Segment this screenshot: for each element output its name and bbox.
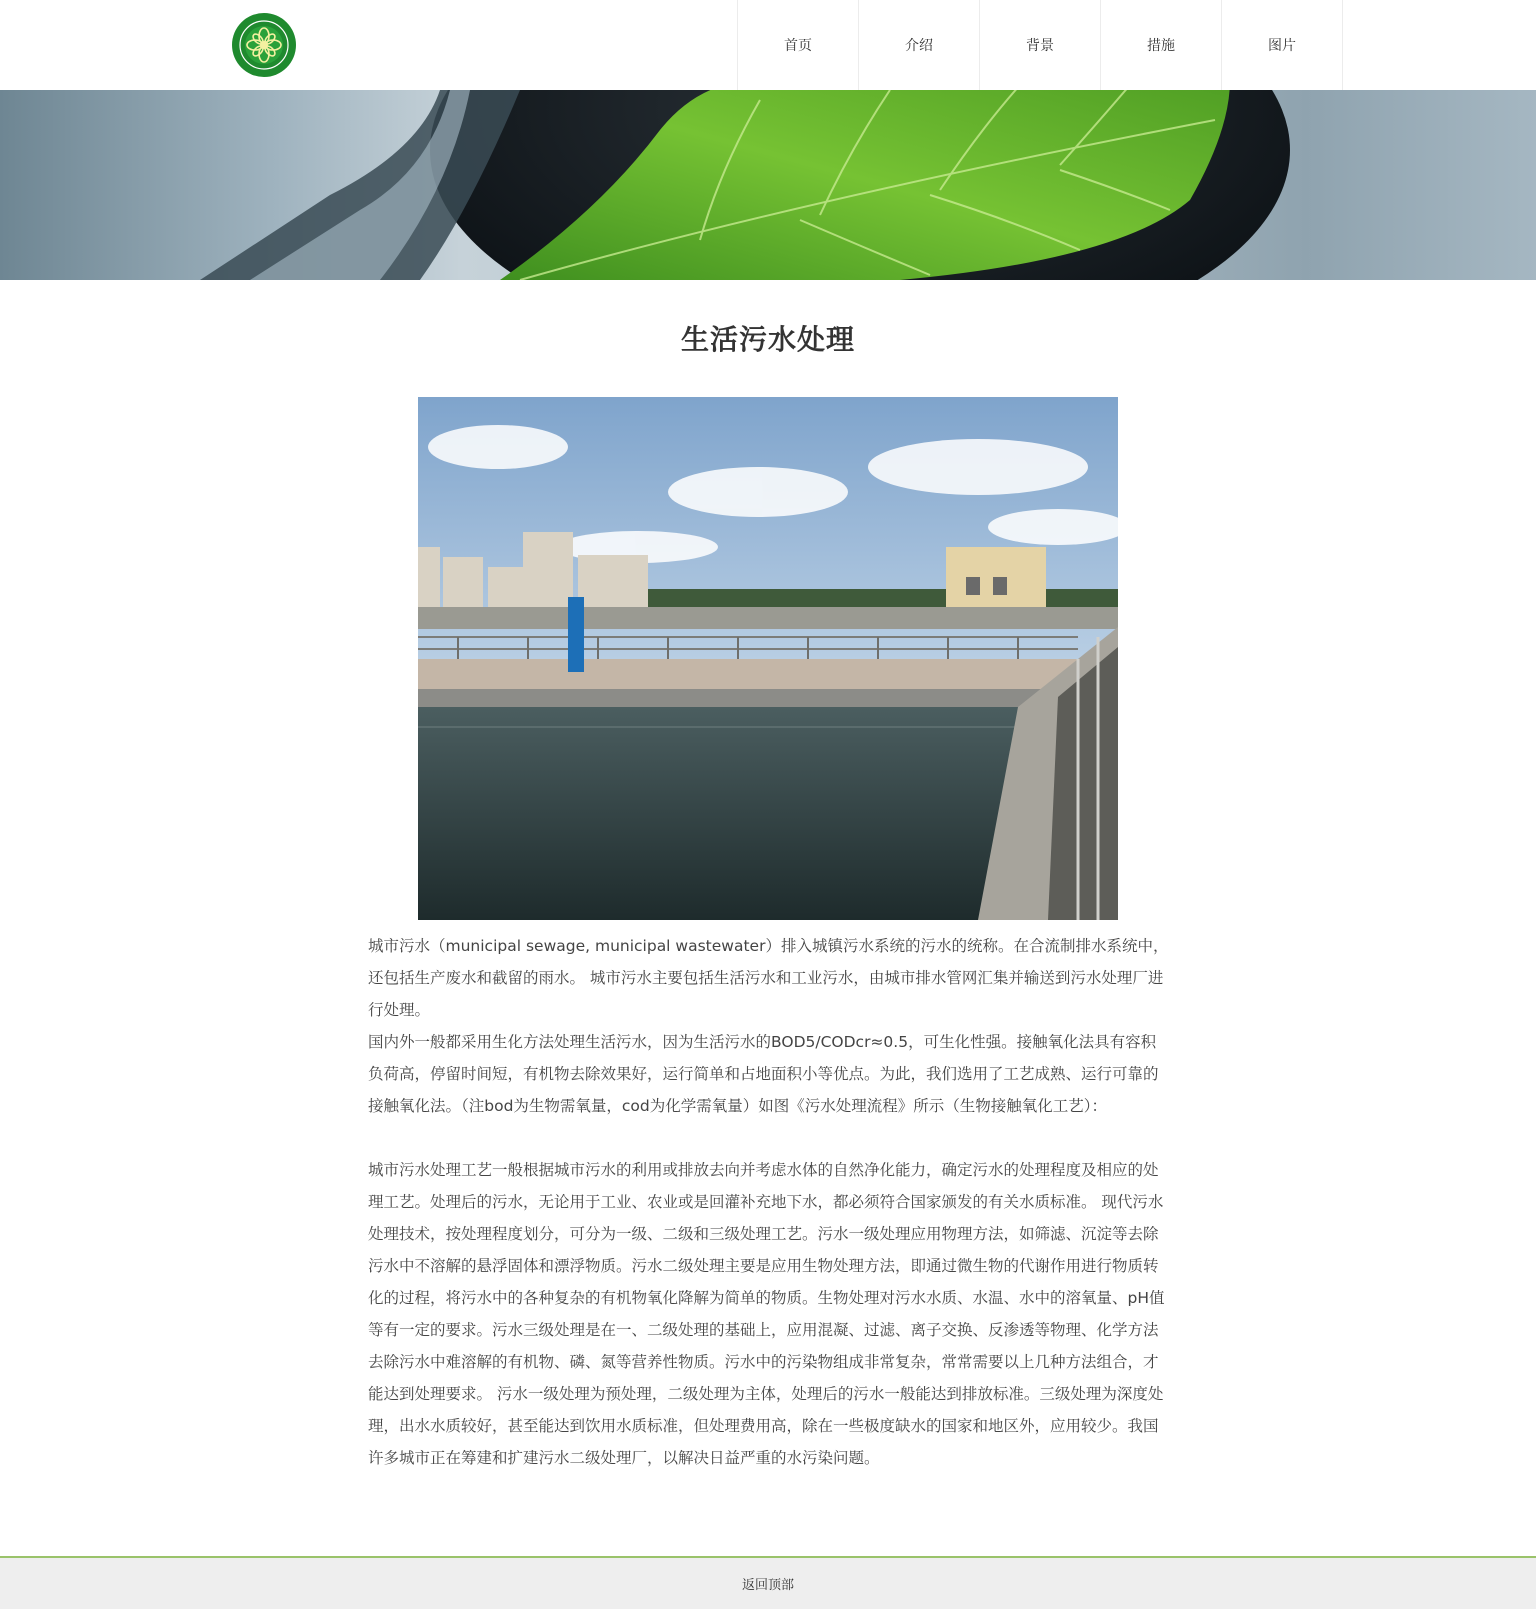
sewage-plant-photo: [418, 397, 1118, 920]
site-header: [0, 0, 1536, 90]
article-body: [368, 930, 1170, 1474]
nav-item-background[interactable]: 背景: [980, 0, 1101, 90]
page-title: 生活污水处理: [680, 323, 855, 356]
nav-item-pictures[interactable]: 图片: [1222, 0, 1343, 90]
back-to-top-link[interactable]: 返回顶部: [741, 1578, 794, 1593]
article-paragraph: 城市污水（municipal sewage, municipal wastewater）排入城镇污水系统的污水的统称。在合流制排水系统中，还包括生产废水和截留的雨水。 城市污水主要包括生活污水和工业污水，由城市排水管网汇集并输送到污水处理厂进行处理。: [368, 937, 1169, 1019]
main-nav: [737, 0, 1343, 90]
leaf-banner-image: [0, 90, 1536, 280]
nav-item-intro[interactable]: 介绍: [859, 0, 980, 90]
logo-icon[interactable]: [231, 12, 297, 78]
hero-banner: [0, 90, 1536, 280]
article-paragraph: 国内外一般都采用生化方法处理生活污水，因为生活污水的BOD5/CODcr≈0.5，可生化性强。接触氧化法具有容积负荷高，停留时间短，有机物去除效果好，运行简单和占地面积小等优点。为此，我们选用了工艺成熟、运行可靠的接触氧化法。（注bod为生物需氧量，cod为化学需氧量）如图《污水处理流程》所示（生物接触氧化工艺）：: [368, 1033, 1159, 1115]
article-paragraph: 城市污水处理工艺一般根据城市污水的利用或排放去向并考虑水体的自然净化能力，确定污水的处理程度及相应的处理工艺。处理后的污水，无论用于工业、农业或是回灌补充地下水，都必须符合国家颁发的有关水质标准。 现代污水处理技术，按处理程度划分，可分为一级、二级和三级处理工艺。污水一级处理应用物理方法，如筛滤、沉淀等去除污水中不溶解的悬浮固体和漂浮物质。污水二级处理主要是应用生物处理方法，即通过微生物的代谢作用进行物质转化的过程，将污水中的各种复杂的有机物氧化降解为简单的物质。生物处理对污水水质、水温、水中的溶氧量、pH值等有一定的要求。污水三级处理是在一、二级处理的基础上，应用混凝、过滤、离子交换、反渗透等物理、化学方法去除污水中难溶解的有机物、磷、氮等营养性物质。污水中的污染物组成非常复杂，常常需要以上几种方法组合，才能达到处理要求。 污水一级处理为预处理，二级处理为主体，处理后的污水一般能达到排放标准。三级处理为深度处理，出水水质较好，甚至能达到饮用水质标准，但处理费用高，除在一些极度缺水的国家和地区外，应用较少。我国许多城市正在筹建和扩建污水二级处理厂，以解决日益严重的水污染问题。: [368, 1161, 1165, 1467]
nav-item-measures[interactable]: 措施: [1101, 0, 1222, 90]
nav-item-home[interactable]: 首页: [738, 0, 859, 90]
paragraph-spacer: [368, 1122, 1170, 1154]
site-footer: [0, 1556, 1536, 1609]
